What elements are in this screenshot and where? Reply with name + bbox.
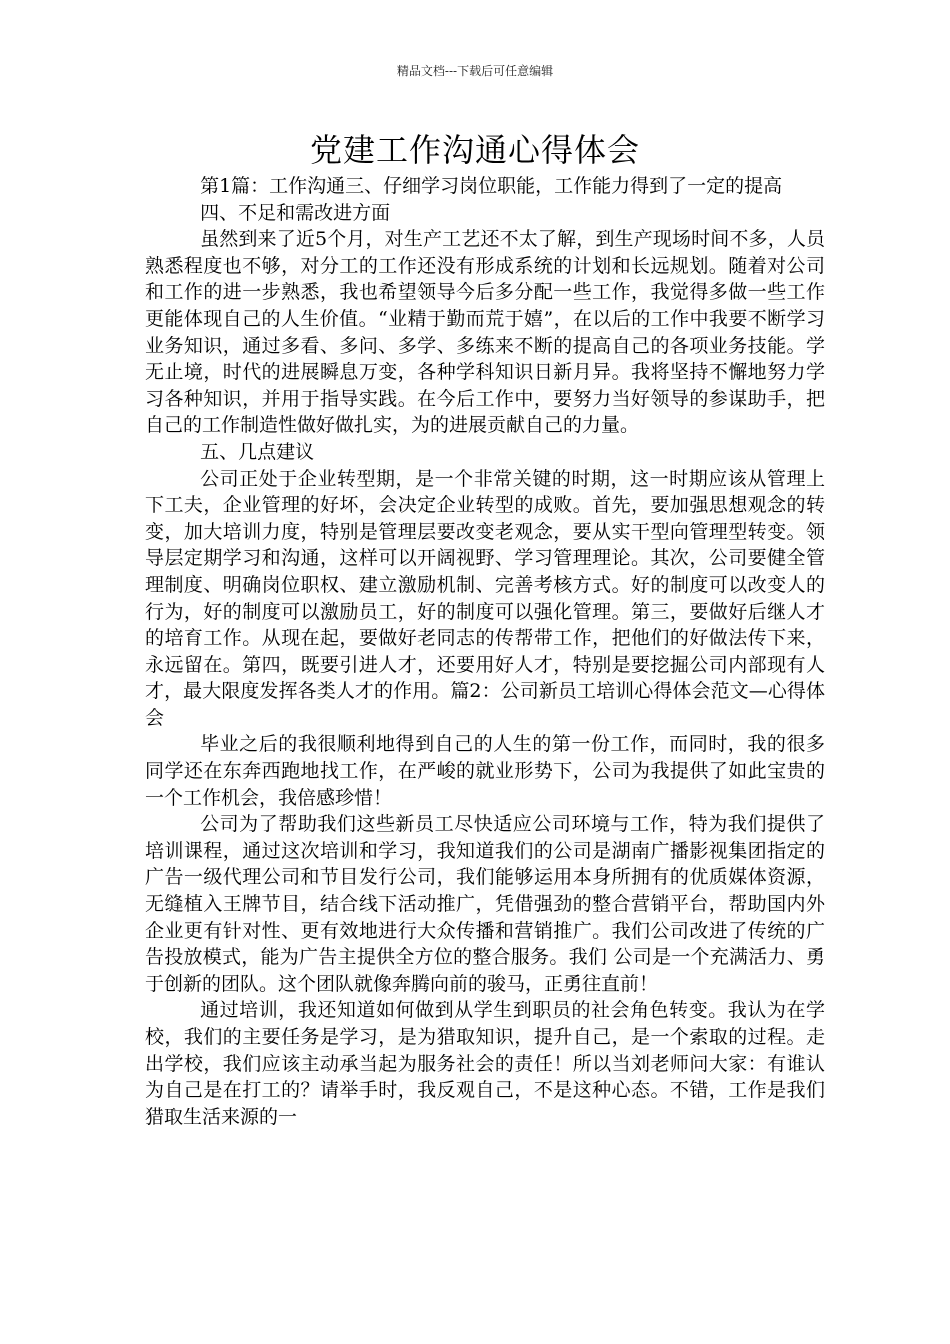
paragraph: 虽然到来了近5个月，对生产工艺还不太了解，到生产现场时间不多，人员熟悉程度也不够，对分工的工作还没有形成系统的计划和长远规划。随着对公司和工作的进一步熟悉，我也希望领导今后多分配一些工作，我觉得多做一些工作更能体现自己的人生价值。“业精于勤而荒于嬉”，在以后的工作中我要不断学习业务知识，通过多看、多问、多学、多练来不断的提高自己的各项业务技能。学无止境，时代的进展瞬息万变，各种学科知识日新月异。我将坚持不懈地努力学习各种知识，并用于指导实践。在今后工作中，要努力当好领导的参谋助手，把自己的工作制造性做好做扎实，为的进展贡献自己的力量。	[145, 228, 825, 437]
paragraph: 第1篇：工作沟通三、仔细学习岗位职能，工作能力得到了一定的提高	[200, 175, 783, 197]
section-heading: 四、不足和需改进方面	[200, 201, 391, 224]
section-heading: 五、几点建议	[200, 440, 315, 463]
paragraph: 毕业之后的我很顺利地得到自己的人生的第一份工作，而同时，我的很多同学还在东奔西跑地找工作，在严峻的就业形势下，公司为我提供了如此宝贵的一个工作机会，我倍感珍惜！	[145, 733, 825, 809]
page-header: 精品文档---下载后可任意编辑	[396, 64, 554, 78]
document-title: 党建工作沟通心得体会	[309, 131, 640, 169]
document-body	[145, 173, 825, 1130]
paragraph: 公司为了帮助我们这些新员工尽快适应公司环境与工作，特为我们提供了培训课程，通过这次培训和学习，我知道我们的公司是湖南广播影视集团指定的广告一级代理公司和节目发行公司，我们能够运用本身所拥有的优质媒体资源，无缝植入王牌节目，结合线下活动推广，凭借强劲的整合营销平台，帮助国内外企业更有针对性、更有效地进行大众传播和营销推广。我们公司改进了传统的广告投放模式，能为广告主提供全方位的整合服务。我们 公司是一个充满活力、勇于创新的团队。这个团队就像奔腾向前的骏马，正勇往直前！	[145, 813, 825, 995]
paragraph: 通过培训，我还知道如何做到从学生到职员的社会角色转变。我认为在学校，我们的主要任务是学习，是为猎取知识，提升自己，是一个索取的过程。走出学校，我们应该主动承当起为服务社会的责任！所以当刘老师问大家：有谁认为自己是在打工的？请举手时，我反观自己，不是这种心态。不错，工作是我们猎取生活来源的一	[145, 999, 825, 1128]
paragraph: 公司正处于企业转型期，是一个非常关键的时期，这一时期应该从管理上下工夫，企业管理的好坏，会决定企业转型的成败。首先，要加强思想观念的转变，加大培训力度，特别是管理层要改变老观念，要从实干型向管理型转变。领导层定期学习和沟通，这样可以开阔视野、学习管理理论。其次，公司要健全管理制度、明确岗位职权、建立激励机制、完善考核方式。好的制度可以改变人的行为，好的制度可以激励员工，好的制度可以强化管理。第三，要做好后继人才的培育工作。从现在起，要做好老同志的传帮带工作，把他们的好做法传下来，永远留在。第四，既要引进人才，还要用好人才，特别是要挖掘公司内部现有人才，最大限度发挥各类人才的作用。篇2：公司新员工培训心得体会范文—心得体会	[145, 467, 825, 729]
